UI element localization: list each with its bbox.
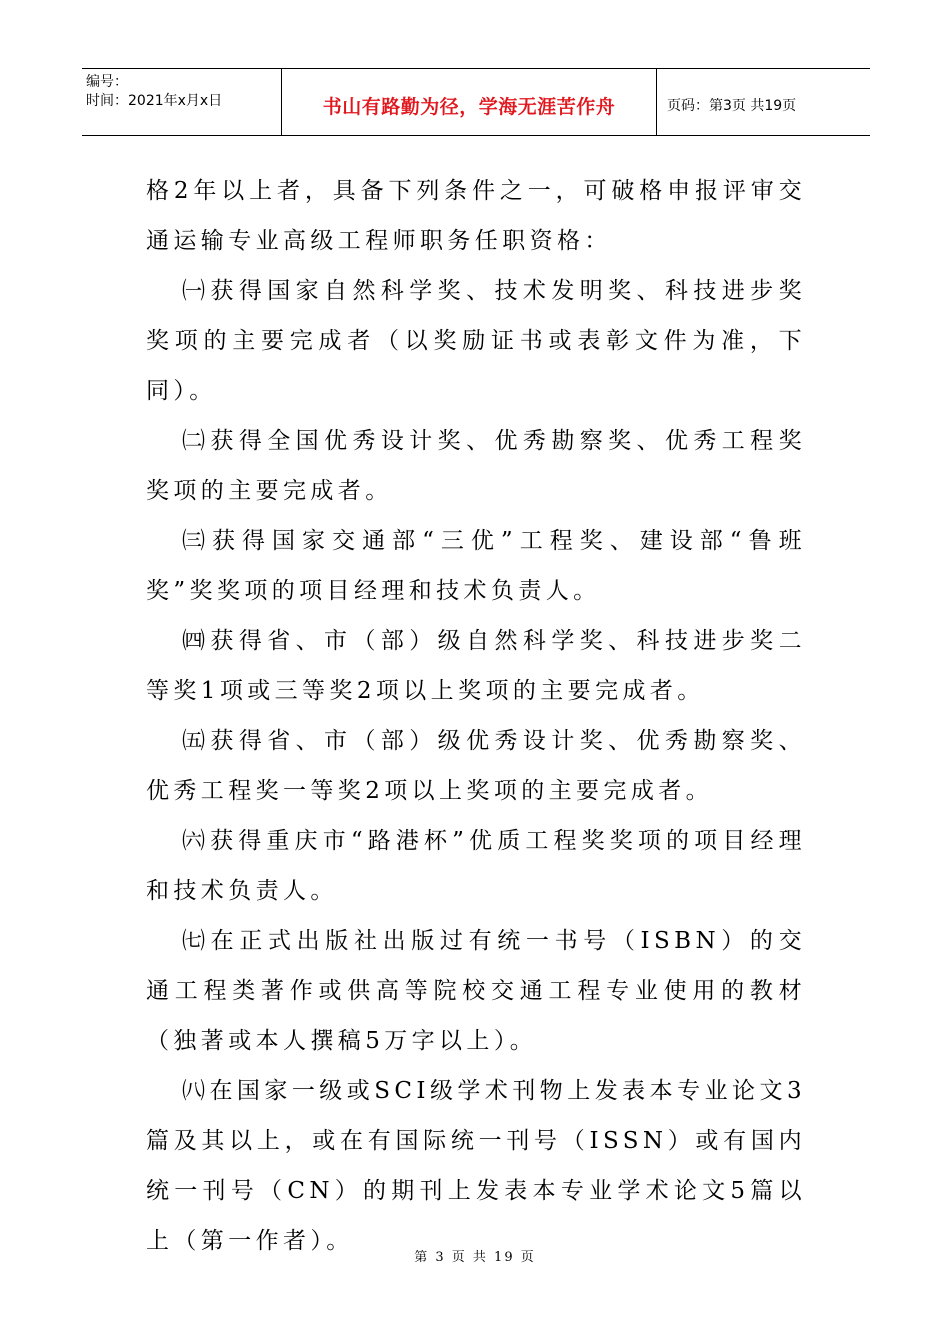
time-label: 时间：2021年x月x日 [86,93,223,109]
paragraph-item-5: ㈤获得省、市（部）级优秀设计奖、优秀勘察奖、优秀工程奖一等奖2项以上奖项的主要完成者。 [146,728,806,804]
paragraph-item-1: ㈠获得国家自然科学奖、技术发明奖、科技进步奖奖项的主要完成者（以奖励证书或表彰文件为准，下同）。 [146,278,806,404]
paragraph-item-2: ㈡获得全国优秀设计奖、优秀勘察奖、优秀工程奖奖项的主要完成者。 [146,428,806,504]
paragraph-item-8: ㈧在国家一级或SCI级学术刊物上发表本专业论文3篇及其以上，或在有国际统一刊号（ISSN）或有国内统一刊号（CN）的期刊上发表本专业学术论文5篇以上（第一作者）。 [146,1078,806,1254]
paragraph-intro: 格2年以上者，具备下列条件之一，可破格申报评审交通运输专业高级工程师职务任职资格： [146,178,806,254]
header-motto: 书山有路勤为径，学海无涯苦作舟 [282,69,657,135]
paragraph-item-6: ㈥获得重庆市“路港杯”优质工程奖奖项的项目经理和技术负责人。 [146,828,806,904]
paragraph-item-7: ㈦在正式出版社出版过有统一书号（ISBN）的交通工程类著作或供高等院校交通工程专业使用的教材（独著或本人撰稿5万字以上）。 [146,928,806,1054]
serial-number-label: 编号： [86,74,128,90]
paragraph-item-4: ㈣获得省、市（部）级自然科学奖、科技进步奖二等奖1项或三等奖2项以上奖项的主要完成者。 [146,628,806,704]
document-body [146,166,806,1266]
page-header [82,68,870,136]
header-page-number: 页码：第3页 共19页 [667,98,797,114]
page-footer: 第 3 页 共 19 页 [414,1250,536,1265]
header-meta [82,69,282,135]
paragraph-item-3: ㈢获得国家交通部“三优”工程奖、建设部“鲁班奖”奖奖项的项目经理和技术负责人。 [146,528,806,604]
